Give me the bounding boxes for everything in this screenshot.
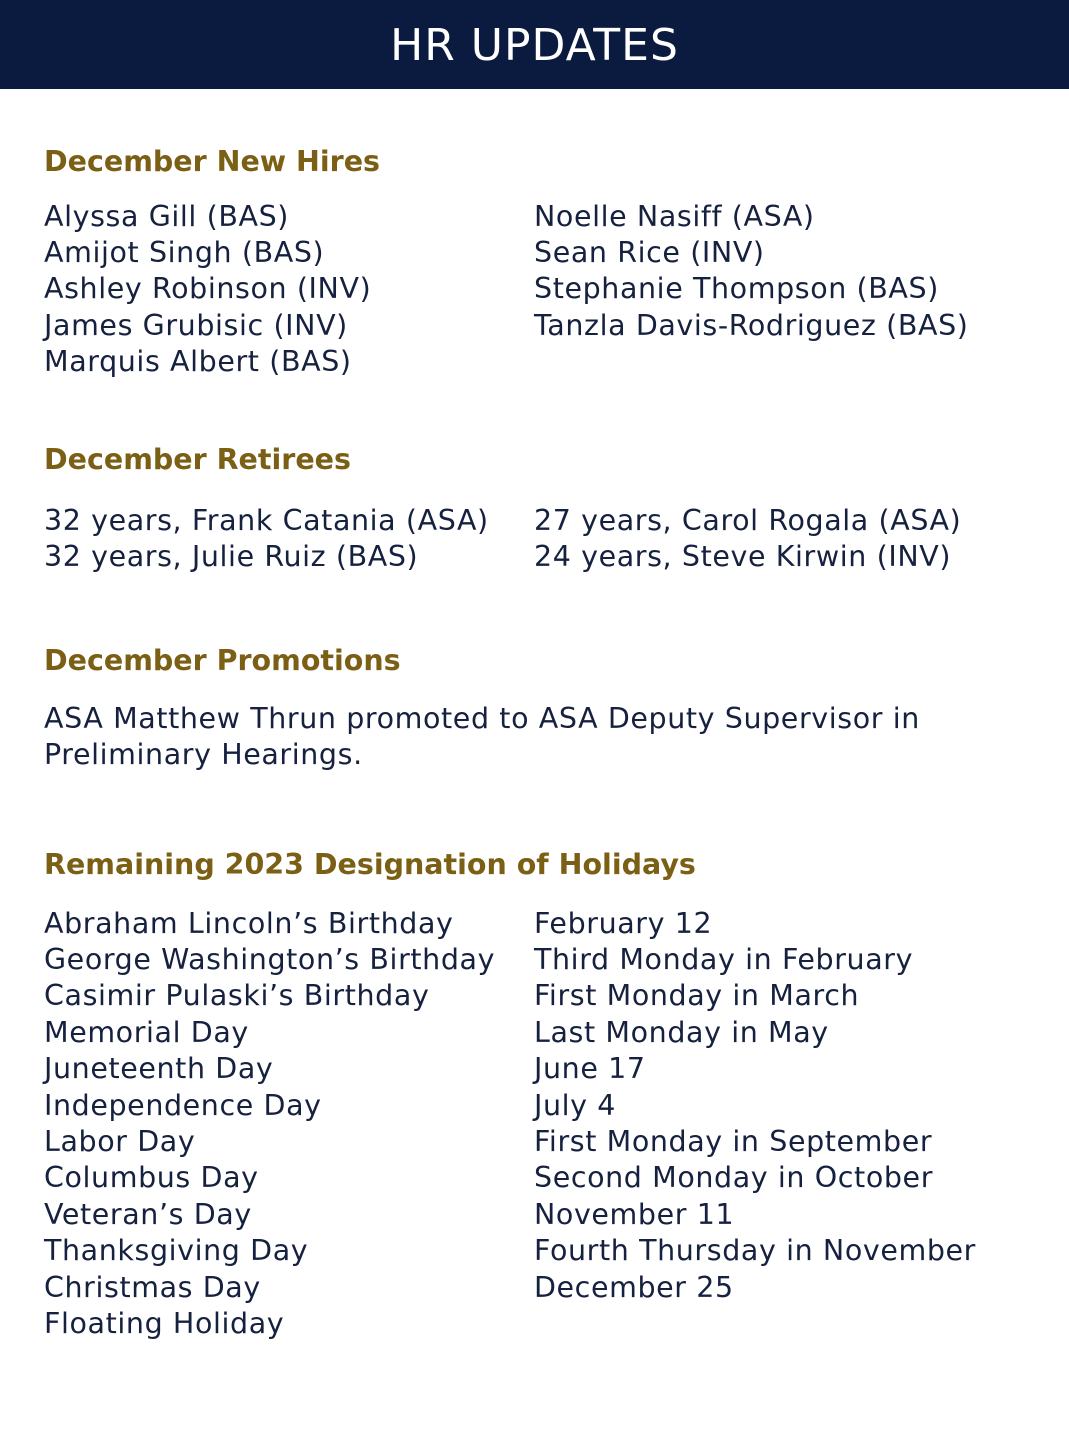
- holiday-date: June 17: [534, 1052, 646, 1086]
- page-title: HR UPDATES: [390, 20, 679, 71]
- list-item: Marquis Albert (BAS): [44, 345, 352, 379]
- holiday-dates-column: [534, 906, 1034, 1343]
- promotions-heading: December Promotions: [44, 644, 401, 677]
- holiday-date: Last Monday in May: [534, 1015, 829, 1049]
- holiday-name: Casimir Pulaski’s Birthday: [44, 979, 430, 1013]
- holiday-name: Christmas Day: [44, 1270, 261, 1304]
- retirees-columns: [44, 503, 1034, 576]
- list-item: Stephanie Thompson (BAS): [534, 272, 939, 306]
- holiday-date: November 11: [534, 1197, 735, 1231]
- list-item: Noelle Nasiff (ASA): [534, 199, 815, 233]
- list-item: Amijot Singh (BAS): [44, 235, 325, 269]
- holiday-name: Memorial Day: [44, 1015, 249, 1049]
- holiday-name: Labor Day: [44, 1124, 196, 1158]
- holiday-name: Abraham Lincoln’s Birthday: [44, 906, 454, 940]
- list-item: 24 years, Steve Kirwin (INV): [534, 539, 952, 573]
- holidays-columns: [44, 906, 1034, 1343]
- retirees-section: [44, 443, 1034, 575]
- holiday-date: First Monday in March: [534, 979, 860, 1013]
- holiday-date: Fourth Thursday in November: [534, 1234, 976, 1268]
- holiday-name: George Washington’s Birthday: [44, 942, 496, 976]
- header-banner: [0, 0, 1069, 89]
- new-hires-right-column: [534, 199, 1034, 381]
- list-item: James Grubisic (INV): [44, 308, 348, 342]
- retirees-right-column: [534, 503, 1034, 576]
- list-item: 32 years, Julie Ruiz (BAS): [44, 539, 419, 573]
- retirees-left-column: [44, 503, 534, 576]
- holidays-heading: Remaining 2023 Designation of Holidays: [44, 848, 696, 881]
- holiday-name: Floating Holiday: [44, 1306, 285, 1340]
- new-hires-left-column: [44, 199, 534, 381]
- holiday-date: First Monday in September: [534, 1124, 933, 1158]
- list-item: 32 years, Frank Catania (ASA): [44, 503, 489, 537]
- holiday-name: Thanksgiving Day: [44, 1234, 309, 1268]
- holiday-name: Independence Day: [44, 1088, 322, 1122]
- list-item: Ashley Robinson (INV): [44, 272, 372, 306]
- holiday-date: Second Monday in October: [534, 1161, 934, 1195]
- holiday-name: Columbus Day: [44, 1161, 259, 1195]
- new-hires-columns: [44, 199, 1034, 381]
- holiday-date: July 4: [534, 1088, 617, 1122]
- list-item: Alyssa Gill (BAS): [44, 199, 289, 233]
- holiday-date: February 12: [534, 906, 713, 940]
- holidays-section: [44, 848, 1034, 1342]
- holiday-date: December 25: [534, 1270, 734, 1304]
- holiday-name: Veteran’s Day: [44, 1197, 252, 1231]
- promotions-text: ASA Matthew Thrun promoted to ASA Deputy Supervisor in Preliminary Hearings.: [44, 701, 920, 771]
- holiday-date: Third Monday in February: [534, 942, 914, 976]
- promotions-section: [44, 644, 1034, 773]
- list-item: Sean Rice (INV): [534, 235, 765, 269]
- holiday-name: Juneteenth Day: [44, 1052, 274, 1086]
- retirees-heading: December Retirees: [44, 443, 351, 476]
- list-item: 27 years, Carol Rogala (ASA): [534, 503, 962, 537]
- holiday-names-column: [44, 906, 534, 1343]
- list-item: Tanzla Davis-Rodriguez (BAS): [534, 308, 969, 342]
- new-hires-section: [44, 145, 1034, 381]
- new-hires-heading: December New Hires: [44, 145, 381, 178]
